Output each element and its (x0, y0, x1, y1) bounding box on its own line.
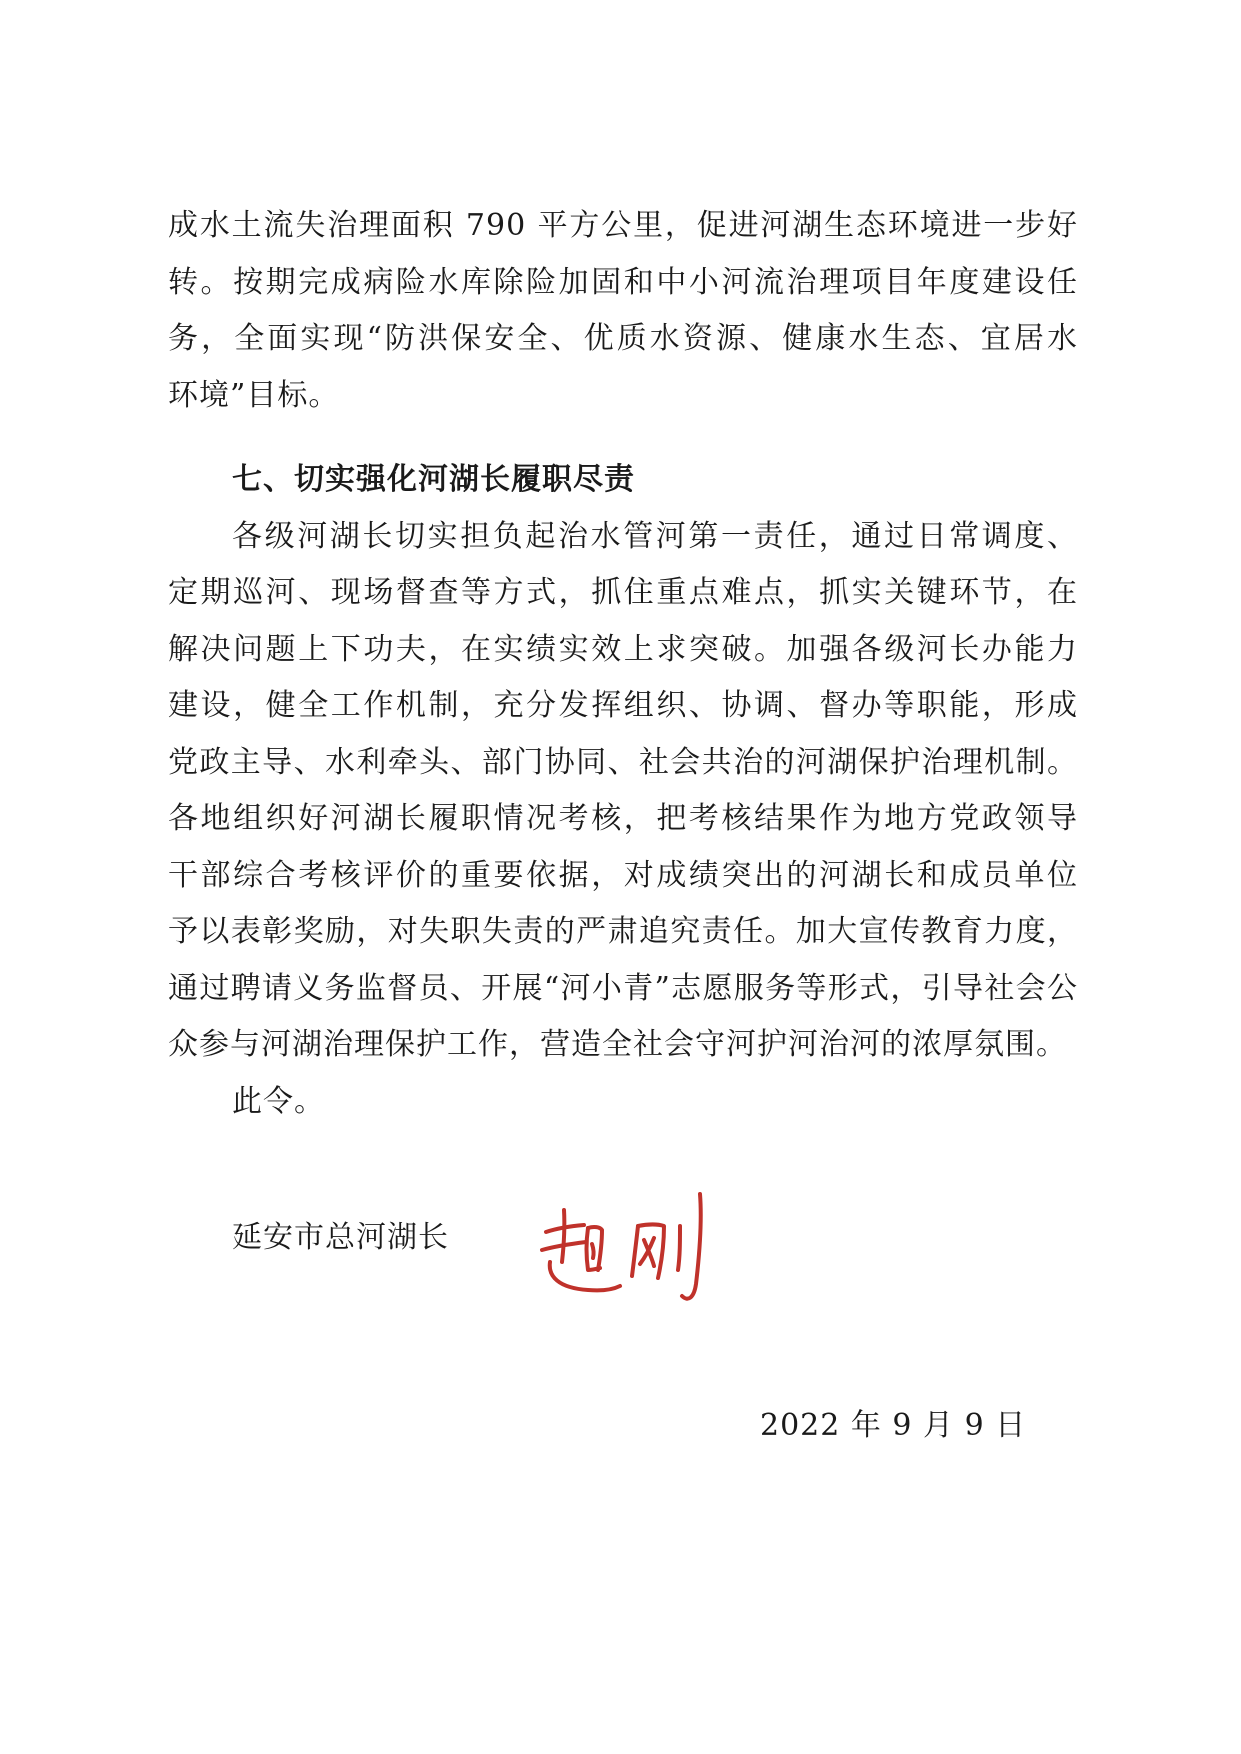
text-line: 通过聘请义务监督员、开展“河小青”志愿服务等形式，引导社会公 (168, 970, 1078, 1006)
text-line: 解决问题上下功夫，在实绩实效上求突破。加强各级河长办能力 (168, 631, 1078, 667)
text-line: 环境”目标。 (168, 377, 340, 413)
text-line: 各地组织好河湖长履职情况考核，把考核结果作为地方党政领导 (168, 801, 1078, 836)
handwritten-signature (528, 1180, 728, 1310)
section-heading: 七、切实强化河湖长履职尽责 (232, 462, 635, 497)
signatory-title: 延安市总河湖长 (232, 1220, 449, 1255)
text-line: 众参与河湖治理保护工作，营造全社会守河护河治河的浓厚氛围。 (168, 1027, 1067, 1062)
section-seven (168, 452, 1078, 1130)
paragraph-continuation (168, 198, 1078, 424)
text-line: 转。按期完成病险水库除险加固和中小河流治理项目年度建设任 (168, 264, 1078, 300)
text-line: 定期巡河、现场督查等方式，抓住重点难点，抓实关键环节，在 (168, 575, 1078, 610)
closing-line: 此令。 (232, 1083, 325, 1119)
text-line: 建设，健全工作机制，充分发挥组织、协调、督办等职能，形成 (168, 688, 1078, 723)
text-line: 党政主导、水利牵头、部门协同、社会共治的河湖保护治理机制。 (168, 744, 1078, 780)
issue-date: 2022 年 9 月 9 日 (760, 1408, 1027, 1443)
text-line: 成水土流失治理面积 790 平方公里，促进河湖生态环境进一步好 (168, 208, 1078, 243)
text-line: 予以表彰奖励，对失职失责的严肃追究责任。加大宣传教育力度， (168, 914, 1078, 949)
text-line: 各级河湖长切实担负起治水管河第一责任，通过日常调度、 (232, 518, 1078, 554)
text-line: 务，全面实现“防洪保安全、优质水资源、健康水生态、宜居水 (168, 321, 1078, 356)
text-line: 干部综合考核评价的重要依据，对成绩突出的河湖长和成员单位 (168, 857, 1078, 893)
